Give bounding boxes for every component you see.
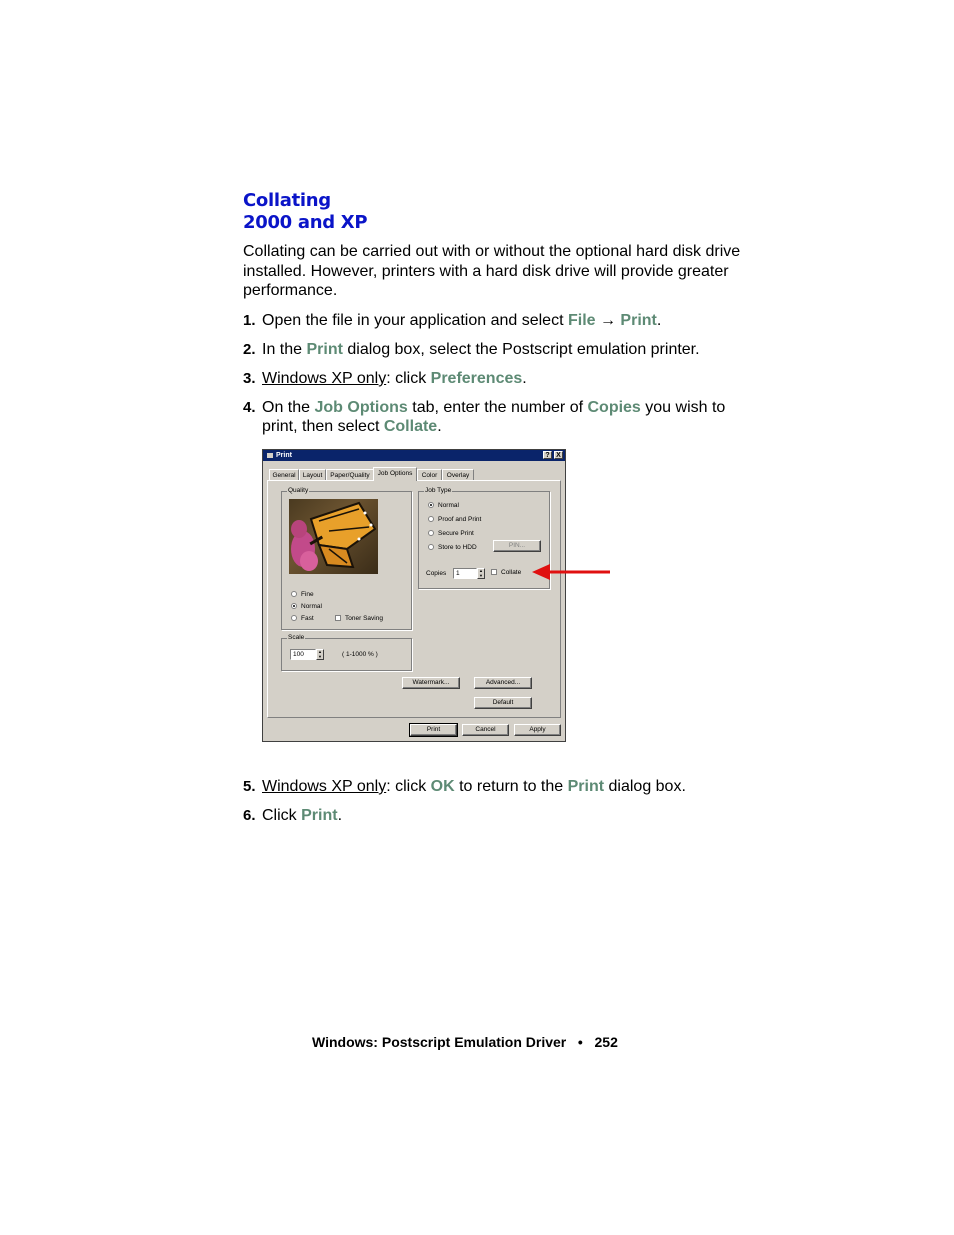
windows-xp-only-note: Windows XP only [262,370,387,387]
dialog-titlebar [263,450,565,461]
step-text: to return to the [454,778,568,795]
ui-term-job-options: Job Options [314,399,408,416]
step-3 [243,369,743,388]
radio-label: Fast [301,615,314,622]
ui-term-print: Print [620,312,657,329]
arrow-glyph: → [595,312,621,329]
print-button[interactable]: Print [410,724,457,736]
ui-term-print: Print [306,341,343,358]
step-5 [243,777,743,796]
scale-group [281,634,412,671]
step-4 [243,398,743,436]
step-text: tab, enter the number of [407,399,588,416]
step-text: In the [262,341,307,358]
copies-spinner[interactable]: ▲ ▼ [477,568,485,579]
default-button[interactable]: Default [474,697,532,709]
red-arrow-icon [530,562,614,582]
butterfly-icon [289,499,378,574]
step-text: On the [262,399,315,416]
step-number: 2. [243,341,256,358]
quality-normal-radio[interactable] [291,603,322,611]
radio-label: Proof and Print [438,516,482,523]
step-text: Open the file in your application and select [262,312,568,329]
radio-label: Normal [438,502,459,509]
intro-paragraph: Collating can be carried out with or without the optional hard disk drive installed. However, printers with a hard disk drive will provide greater performance. [243,243,741,300]
scale-label: Scale [288,634,305,641]
step-end: . [522,370,527,387]
ui-term-copies: Copies [587,399,641,416]
step-number: 4. [243,399,256,416]
ui-term-collate: Collate [383,418,438,435]
tab-color[interactable]: Color [417,469,442,481]
quality-label: Quality [288,487,309,494]
job-options-panel [267,480,561,718]
step-end: . [656,312,662,329]
step-text: dialog box. [604,778,686,795]
ui-term-ok: OK [430,778,455,795]
toner-saving-checkbox[interactable] [335,615,383,623]
step-text: : click [386,370,431,387]
job-type-label: Job Type [425,487,452,494]
footer-bullet: • [577,1034,583,1050]
step-number: 3. [243,370,256,387]
help-button[interactable]: ? [543,451,552,459]
step-end: . [337,807,343,824]
checkbox-label: Collate [501,569,522,576]
copies-input[interactable]: 1 [453,568,477,579]
quality-preview-image [289,499,378,574]
tab-paper-quality[interactable]: Paper/Quality [326,469,374,481]
page-footer [312,1034,618,1050]
scale-input[interactable]: 100 [290,649,316,660]
ui-term-print: Print [301,807,338,824]
job-secure-print-radio[interactable] [428,530,474,538]
scale-range-text: ( 1-1000 % ) [342,651,378,658]
step-number: 6. [243,807,256,824]
apply-button[interactable]: Apply [514,724,561,736]
printer-icon [267,453,273,458]
heading-line-1: Collating [243,190,331,211]
ui-term-print: Print [567,778,605,795]
close-button[interactable]: X [554,451,563,459]
print-dialog-screenshot [262,449,566,742]
tab-overlay[interactable]: Overlay [442,469,474,481]
ui-term-preferences: Preferences [430,370,523,387]
tab-general[interactable]: General [269,469,299,481]
heading-line-2: 2000 and XP [243,212,368,233]
windows-xp-only-note: Windows XP only [262,778,387,795]
radio-label: Store to HDD [438,544,477,551]
step-end: . [437,418,442,435]
tab-job-options[interactable]: Job Options [373,467,417,481]
page-number: 252 [594,1034,618,1050]
job-store-hdd-radio[interactable] [428,544,477,552]
dialog-title: Print [276,452,292,459]
quality-group [281,487,412,630]
step-1 [243,311,743,330]
watermark-button[interactable]: Watermark... [402,677,460,689]
tab-layout[interactable]: Layout [299,469,326,481]
step-6 [243,806,743,825]
job-normal-radio[interactable] [428,502,459,510]
section-heading [243,190,367,234]
quality-fine-radio[interactable] [291,591,314,599]
radio-label: Fine [301,591,314,598]
radio-label: Normal [301,603,322,610]
step-text: dialog box, select the Postscript emulation printer. [342,341,700,358]
step-number: 5. [243,778,256,795]
job-proof-print-radio[interactable] [428,516,481,524]
step-text: : click [386,778,431,795]
quality-fast-radio[interactable] [291,615,314,623]
scale-spinner[interactable]: ▲ ▼ [316,649,324,660]
step-2 [243,340,743,359]
footer-title: Windows: Postscript Emulation Driver [312,1034,567,1050]
advanced-button[interactable]: Advanced... [474,677,532,689]
pin-button[interactable]: PIN... [493,540,541,552]
copies-label: Copies [426,570,447,577]
step-text: Click [262,807,302,824]
step-text: you wish to print, then select [262,399,726,435]
checkbox-label: Toner Saving [345,615,383,622]
cancel-button[interactable]: Cancel [462,724,509,736]
step-number: 1. [243,312,256,329]
ui-term-file: File [567,312,596,329]
collate-checkbox[interactable] [491,569,521,577]
radio-label: Secure Print [438,530,474,537]
